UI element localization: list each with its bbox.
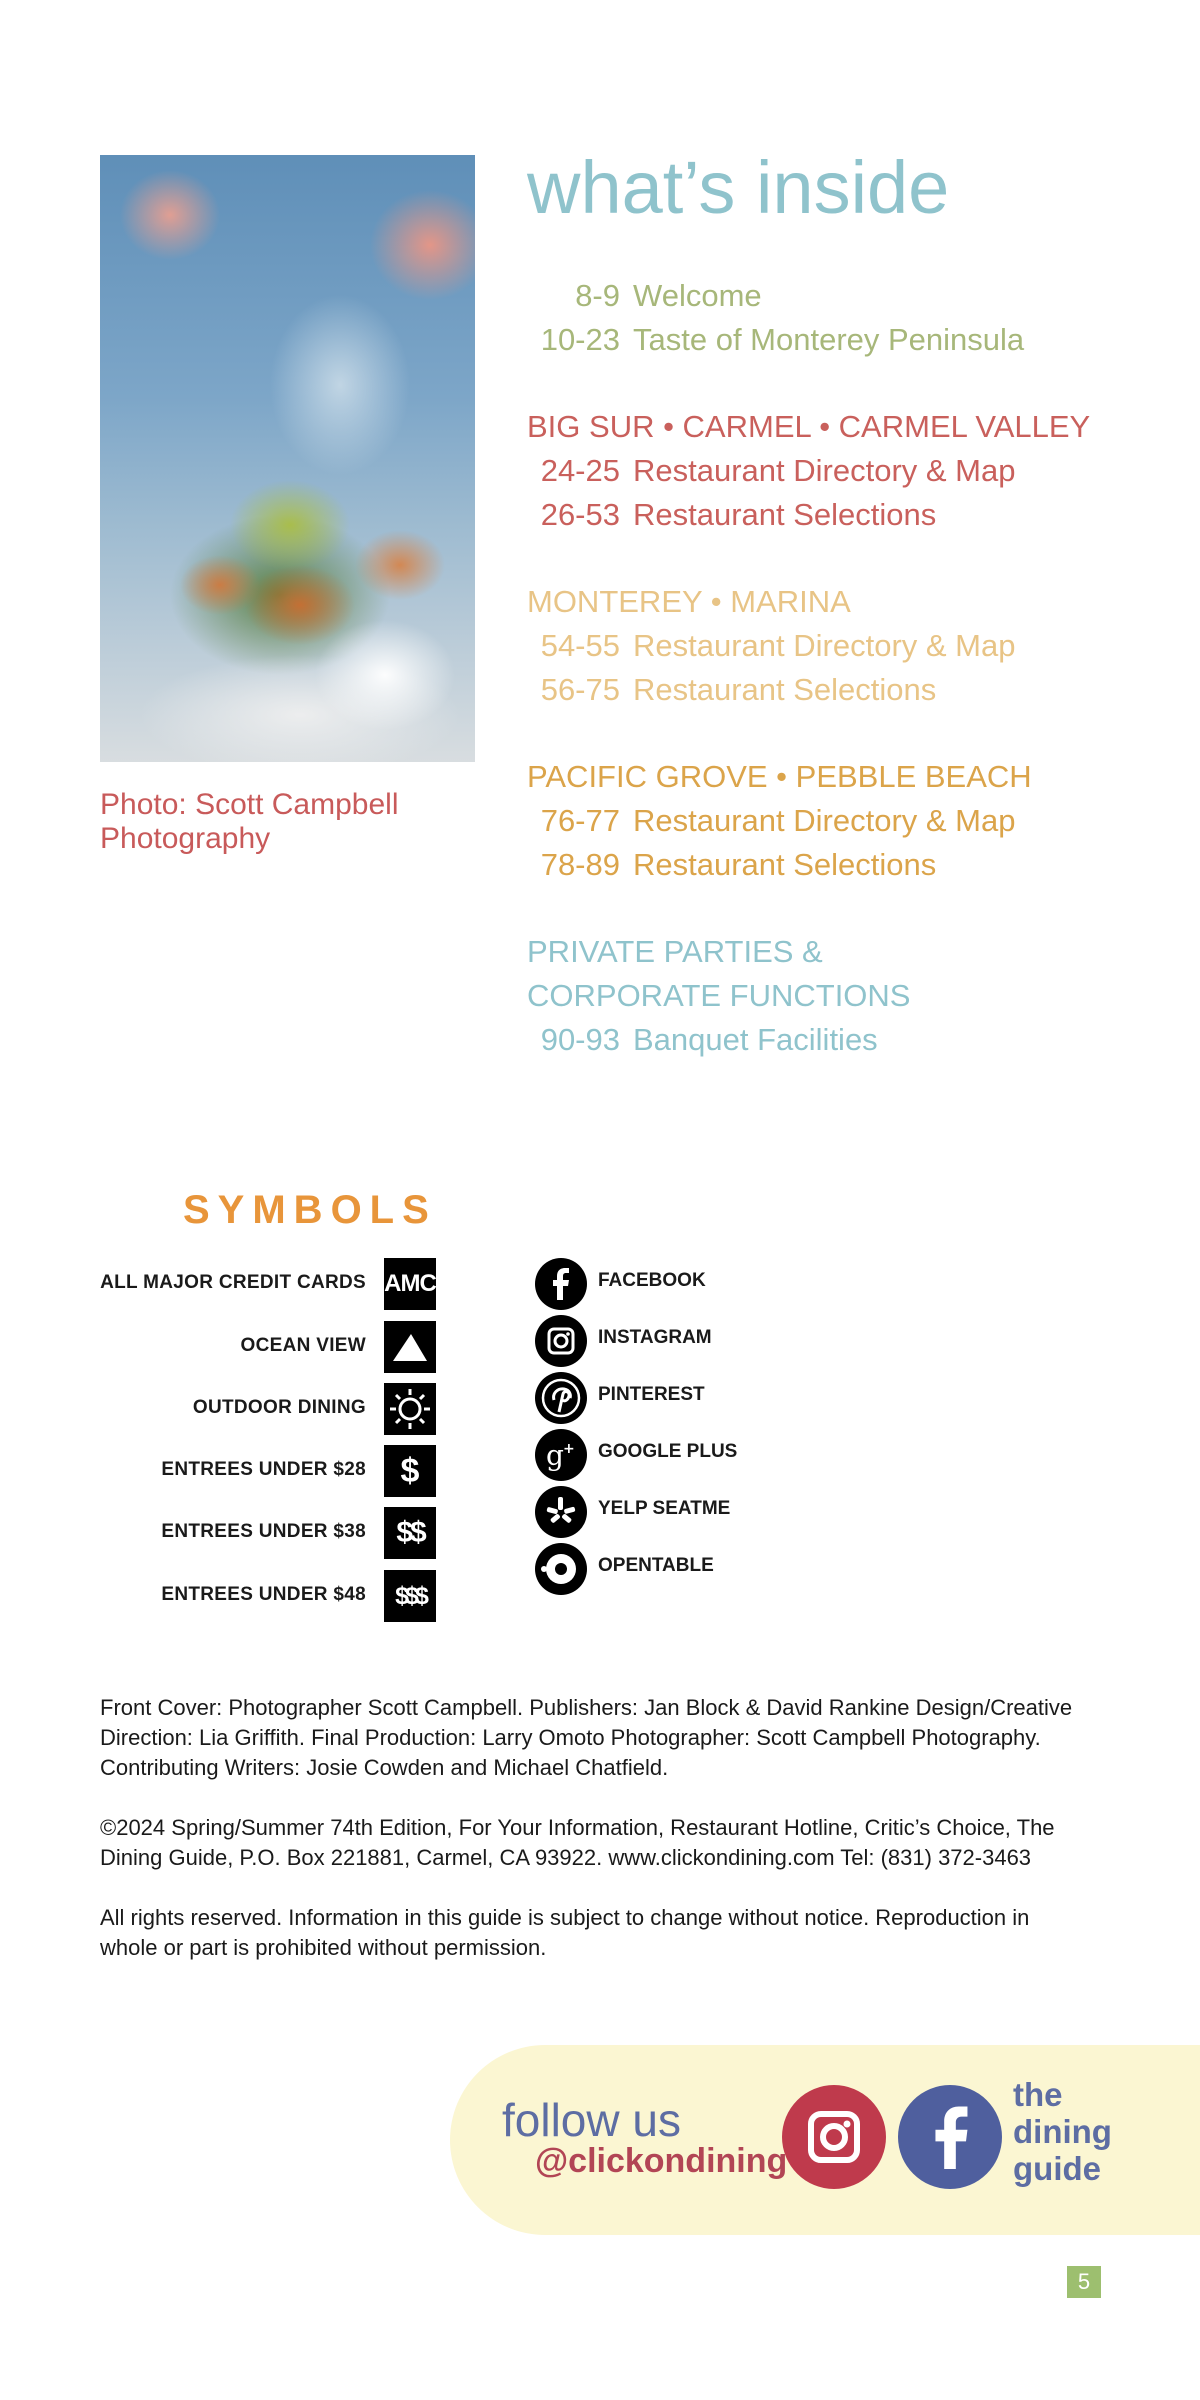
facebook-icon <box>535 1258 587 1310</box>
social-row <box>535 1486 835 1538</box>
toc-section-heading: PACIFIC GROVE • PEBBLE BEACH <box>527 759 1032 794</box>
symbol-label: ENTREES UNDER $48 <box>161 1584 366 1605</box>
opentable-icon <box>535 1543 587 1595</box>
toc-entry[interactable] <box>510 803 1110 839</box>
symbol-row <box>80 1321 436 1373</box>
credits <box>100 1693 1080 1993</box>
symbols-title: SYMBOLS <box>183 1188 437 1232</box>
social-row <box>535 1543 835 1595</box>
symbol-label: ENTREES UNDER $38 <box>161 1521 366 1542</box>
toc-label: Restaurant Directory & Map <box>633 803 1016 838</box>
credit-cards-icon: AMC <box>384 1258 436 1310</box>
brand-line: the <box>1013 2076 1063 2113</box>
toc-entry[interactable] <box>510 628 1110 664</box>
toc-entry[interactable] <box>510 1022 1110 1058</box>
svg-text:+: + <box>563 1441 575 1457</box>
toc-entry[interactable] <box>510 497 1110 533</box>
social-row <box>535 1372 835 1424</box>
sun-icon <box>384 1383 436 1435</box>
toc-section-heading: MONTEREY • MARINA <box>527 584 851 619</box>
toc-label: Restaurant Selections <box>633 497 937 532</box>
toc-pages: 90-93 <box>540 1022 620 1057</box>
symbol-row <box>80 1507 436 1559</box>
follow-label: follow us <box>502 2094 681 2146</box>
toc-label: Welcome <box>633 278 762 313</box>
pinterest-icon <box>535 1372 587 1424</box>
toc-section-heading: CORPORATE FUNCTIONS <box>527 978 911 1013</box>
symbol-label: OCEAN VIEW <box>240 1335 366 1356</box>
social-handle[interactable]: @clickondining <box>535 2142 788 2180</box>
toc-section-heading: PRIVATE PARTIES & <box>527 934 823 969</box>
mountain-icon <box>384 1321 436 1373</box>
social-label: GOOGLE PLUS <box>598 1441 738 1462</box>
toc-entry[interactable] <box>510 278 1110 314</box>
google-plus-icon <box>535 1429 587 1481</box>
toc-pages: 76-77 <box>540 803 620 838</box>
credits-staff: Front Cover: Photographer Scott Campbell. Publishers: Jan Block & David Rankine Design/Creative Direction: Lia Griffith. Final Production: Larry Omoto Photographer: Scott Campbell Photography. Contributing Writers: Josie Cowden and Michael Chatfield. <box>100 1695 1073 1780</box>
credits-rights: All rights reserved. Information in this guide is subject to change without notice. Reproduction in whole or part is prohibited without permission. <box>100 1905 1030 1960</box>
social-label: PINTEREST <box>598 1384 705 1405</box>
svg-text:g: g <box>546 1439 564 1472</box>
toc-entry[interactable] <box>510 847 1110 883</box>
instagram-icon[interactable] <box>782 2085 886 2189</box>
toc-label: Restaurant Directory & Map <box>633 453 1016 488</box>
symbol-label: ALL MAJOR CREDIT CARDS <box>100 1272 366 1293</box>
photo-credit: Photo: Scott Campbell Photography <box>100 788 399 855</box>
facebook-icon[interactable] <box>898 2085 1002 2189</box>
toc-pages: 54-55 <box>540 628 620 663</box>
toc-pages: 78-89 <box>540 847 620 882</box>
symbol-label: OUTDOOR DINING <box>192 1397 366 1418</box>
brand-line: guide <box>1013 2150 1101 2187</box>
symbol-row <box>80 1570 436 1622</box>
social-label: FACEBOOK <box>598 1270 706 1291</box>
dollar-icon: $ <box>384 1445 436 1497</box>
toc-entry[interactable] <box>510 672 1110 708</box>
toc-pages: 26-53 <box>540 497 620 532</box>
double-dollar-icon: $$ <box>384 1507 436 1559</box>
food-photo <box>100 155 475 762</box>
toc-pages: 10-23 <box>540 322 620 357</box>
social-label: OPENTABLE <box>598 1555 714 1576</box>
page-number: 5 <box>1067 2266 1101 2298</box>
toc-label: Taste of Monterey Peninsula <box>633 322 1025 357</box>
symbol-row <box>80 1258 436 1310</box>
social-label: INSTAGRAM <box>598 1327 712 1348</box>
toc-entry[interactable] <box>510 453 1110 489</box>
toc-label: Restaurant Selections <box>633 847 937 882</box>
social-row <box>535 1258 835 1310</box>
social-row <box>535 1315 835 1367</box>
credits-edition: ©2024 Spring/Summer 74th Edition, For Your Information, Restaurant Hotline, Critic’s Choice, The Dining Guide, P.O. Box 221881, Carmel, CA 93922. www.clickondining.com Tel: (831) 372-3463 <box>100 1815 1055 1870</box>
brand-logo <box>1013 2076 1112 2187</box>
brand-line: dining <box>1013 2113 1112 2150</box>
toc-label: Banquet Facilities <box>633 1022 878 1057</box>
social-label: YELP SEATME <box>598 1498 731 1519</box>
toc-section-heading: BIG SUR • CARMEL • CARMEL VALLEY <box>527 409 1091 444</box>
toc-label: Restaurant Directory & Map <box>633 628 1016 663</box>
symbol-row <box>80 1445 436 1497</box>
symbol-row <box>80 1383 436 1435</box>
toc-entry[interactable] <box>510 322 1110 358</box>
social-row <box>535 1429 835 1481</box>
yelp-icon <box>535 1486 587 1538</box>
instagram-icon <box>535 1315 587 1367</box>
symbol-label: ENTREES UNDER $28 <box>161 1459 366 1480</box>
triple-dollar-icon: $$$ <box>384 1570 436 1622</box>
toc-pages: 8-9 <box>575 278 620 313</box>
toc-title: what’s inside <box>527 146 950 229</box>
toc-label: Restaurant Selections <box>633 672 937 707</box>
toc-pages: 24-25 <box>540 453 620 488</box>
toc-pages: 56-75 <box>540 672 620 707</box>
